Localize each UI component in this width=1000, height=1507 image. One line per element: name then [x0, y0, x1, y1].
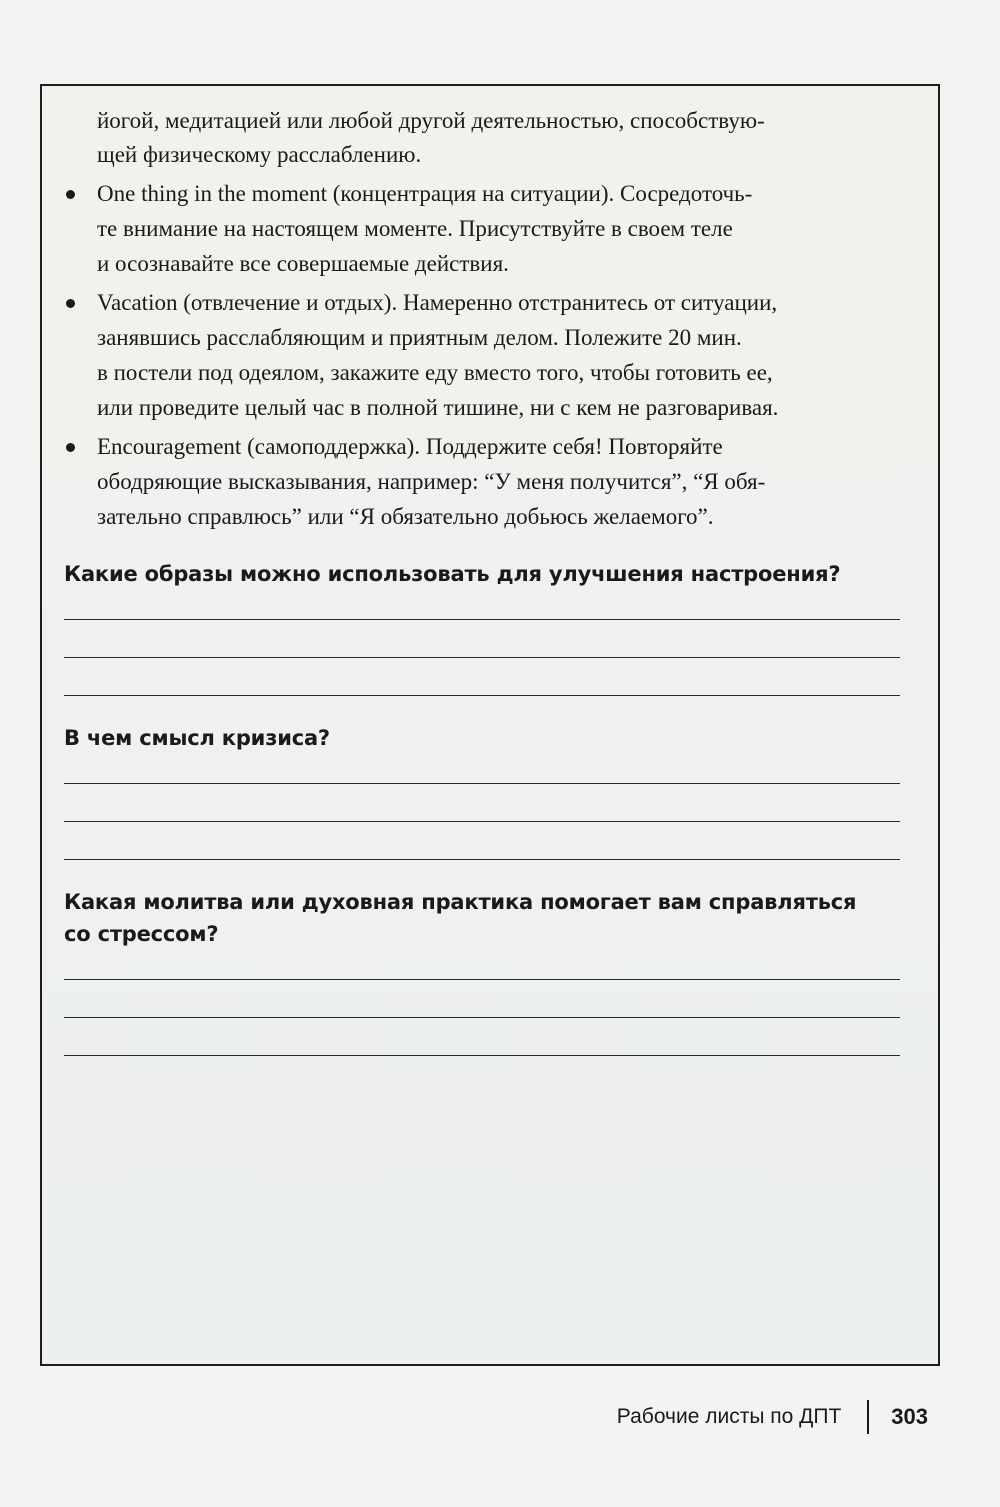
- bullet-item-encouragement: [64, 429, 900, 534]
- question-text: Какая молитва или духовная практика помогает вам справляться: [64, 890, 857, 914]
- text-line: ободряющие высказывания, например: “У меня получится”, “Я обя-: [97, 469, 766, 494]
- text-line: Vacation (отвлечение и отдых). Намеренно отстранитесь от ситуации,: [97, 290, 778, 315]
- answer-line[interactable]: [64, 822, 900, 860]
- text-line: йогой, медитацией или любой другой деятельностью, способствую-: [97, 108, 765, 133]
- bullet-list: [64, 176, 900, 534]
- answer-line[interactable]: [64, 596, 900, 620]
- question-block-images: [64, 558, 900, 696]
- bullet-dot-icon: [66, 190, 75, 199]
- answer-line[interactable]: [64, 784, 900, 822]
- text-line: зательно справлюсь” или “Я обязательно добьюсь желаемого”.: [97, 504, 714, 529]
- answer-line[interactable]: [64, 980, 900, 1018]
- answer-line[interactable]: [64, 956, 900, 980]
- text-line: One thing in the moment (концентрация на ситуации). Сосредоточь-: [97, 181, 753, 206]
- question-block-crisis: [64, 722, 900, 860]
- answer-lines: [64, 956, 900, 1056]
- answer-line[interactable]: [64, 620, 900, 658]
- text-line: занявшись расслабляющим и приятным делом. Полежите 20 мин.: [97, 325, 742, 350]
- answer-lines: [64, 596, 900, 696]
- footer-section-title: Рабочие листы по ДПТ: [616, 1405, 842, 1428]
- answer-lines: [64, 760, 900, 860]
- question-text: со стрессом?: [64, 922, 219, 946]
- answer-line[interactable]: [64, 658, 900, 696]
- text-line: или проведите целый час в полной тишине, ни с кем не разговаривая.: [97, 395, 779, 420]
- page-footer: [617, 1400, 928, 1434]
- text-line: щей физическому расслаблению.: [97, 142, 422, 167]
- footer-divider: [867, 1400, 869, 1434]
- text-line: Encouragement (самоподдержка). Поддержите себя! Повторяйте: [97, 434, 723, 459]
- worksheet-content: [64, 104, 900, 1056]
- question-text: Какие образы можно использовать для улучшения настроения?: [64, 562, 841, 586]
- intro-paragraph: [64, 104, 900, 172]
- answer-line[interactable]: [64, 1018, 900, 1056]
- bullet-dot-icon: [66, 443, 75, 452]
- bullet-dot-icon: [66, 299, 75, 308]
- page-number: 303: [891, 1404, 928, 1429]
- question-text: В чем смысл кризиса?: [64, 726, 330, 750]
- bullet-item-vacation: [64, 285, 900, 425]
- text-line: те внимание на настоящем моменте. Присутствуйте в своем теле: [97, 216, 733, 241]
- bullet-item-one-thing: [64, 176, 900, 281]
- answer-line[interactable]: [64, 760, 900, 784]
- text-line: и осознавайте все совершаемые действия.: [97, 251, 509, 276]
- question-block-prayer: [64, 886, 900, 1056]
- text-line: в постели под одеялом, закажите еду вместо того, чтобы готовить ее,: [97, 360, 773, 385]
